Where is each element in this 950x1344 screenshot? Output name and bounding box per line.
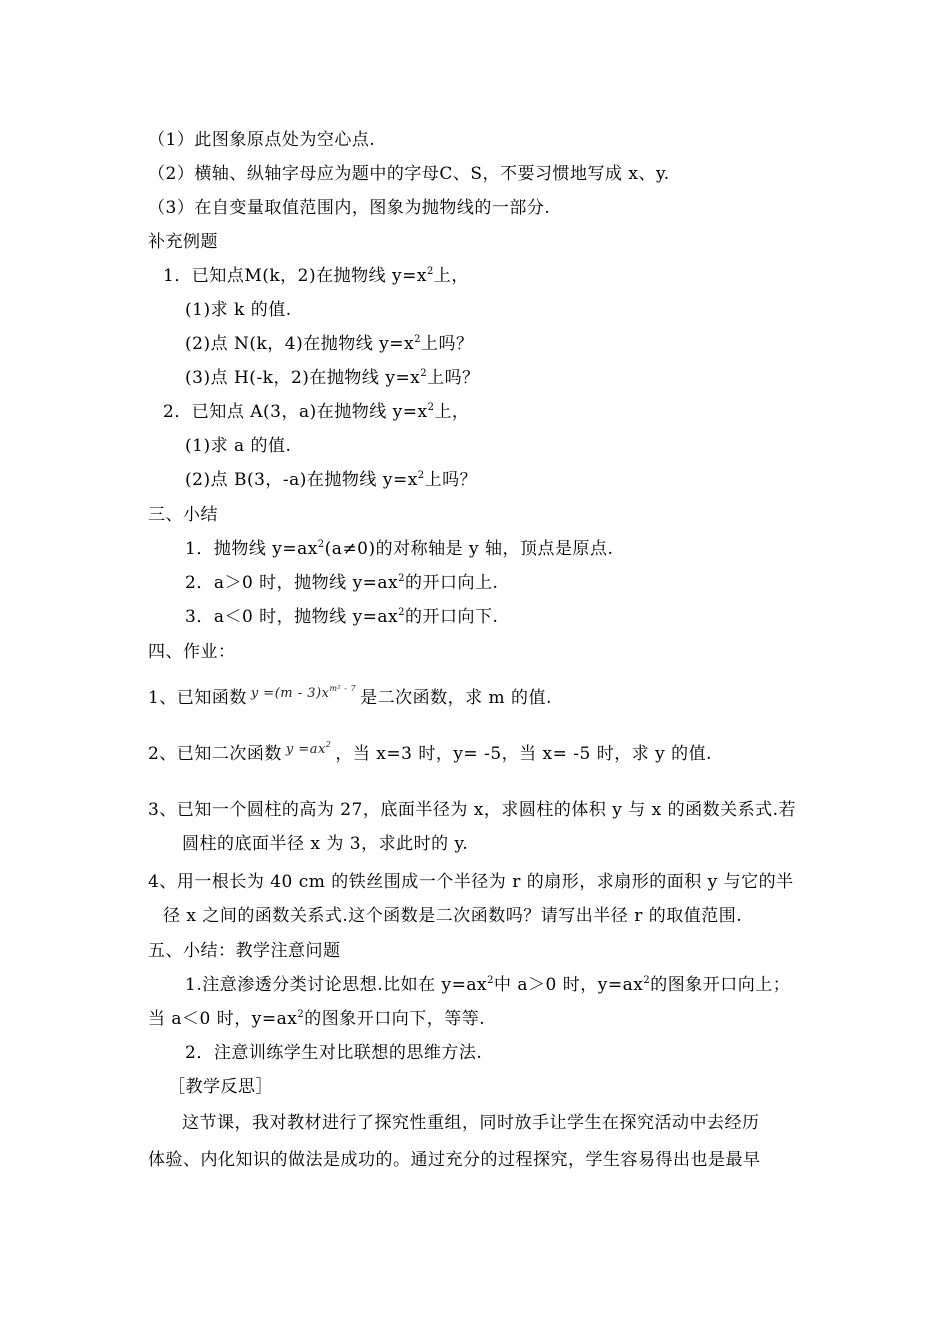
formula-2: $y =ax^2$ [285, 740, 332, 757]
summary5-heading: 五、小结：教学注意问题 [148, 941, 341, 961]
homework-4-line-2: 径 x 之间的函数关系式.这个函数是二次函数吗？请写出半径 r 的取值范围. [163, 906, 743, 926]
reflection-line-2: 体验、内化知识的做法是成功的。通过充分的过程探究，学生容易得出也是最早 [148, 1150, 761, 1170]
reflection-line-1: 这节课，我对教材进行了探究性重组，同时放手让学生在探究活动中去经历 [182, 1113, 760, 1133]
homework-3-line-2: 圆柱的底面半径 x 为 3，求此时的 y. [182, 834, 469, 854]
example-1-part-1: (1)求 k 的值. [185, 300, 292, 320]
note-3: （3）在自变量取值范围内，图象为抛物线的一部分. [148, 198, 551, 218]
homework-heading: 四、作业： [148, 642, 236, 662]
example-1-part-3: (3)点 H(-k，2)在抛物线 $y=x^2$上吗？ [185, 368, 480, 388]
summary5-point-1-cont: 当 a＜0 时，$y=ax^2$的图象开口向下，等等. [148, 1009, 486, 1029]
summary5-point-2: 2．注意训练学生对比联想的思维方法. [185, 1043, 483, 1063]
homework-1: 1、已知函数 $y =(m - 3)x^{m^2 - 7}$ 是二次函数，求 m 的值. [148, 684, 552, 708]
summary-heading: 三、小结 [148, 505, 218, 525]
supplement-heading: 补充例题 [148, 232, 218, 252]
example-1: 1．已知点M(k，2)在抛物线 $y=x^2$上， [163, 266, 469, 286]
note-2: （2）横轴、纵轴字母应为题中的字母C、S，不要习惯地写成 x、y. [148, 164, 670, 184]
example-2-part-2: (2)点 B(3，-a)在抛物线 $y=x^2$上吗？ [185, 470, 478, 490]
homework-4-line-1: 4、用一根长为 40 cm 的铁丝围成一个半径为 r 的扇形，求扇形的面积 y 与它的半 [148, 872, 794, 892]
example-2-part-1: (1)求 a 的值. [185, 436, 292, 456]
summary5-point-1: 1.注意渗透分类讨论思想.比如在 $y=ax^2$中 a＞0 时，$y=ax^2$的图象开口向上； [185, 975, 791, 995]
summary-item-1: 1．抛物线 $y=ax^2(a\ne 0)$的对称轴是 y 轴，顶点是原点. [185, 539, 614, 559]
homework-2: 2、已知二次函数 $y =ax^2$ ，当 x=3 时，y= -5，当 x= -5 时，求 y 的值. [148, 740, 713, 764]
summary-item-2: 2．a＞0 时，抛物线 $y=ax^2$的开口向上. [185, 573, 499, 593]
example-2: 2．已知点 A(3，a)在抛物线 $y=x^2$上， [163, 402, 470, 422]
reflection-heading: ［教学反思］ [168, 1077, 273, 1097]
formula-1: $y =(m - 3)x^{m^2 - 7}$ [250, 684, 357, 701]
example-1-part-2: (2)点 N(k，4)在抛物线 $y=x^2$上吗？ [185, 334, 474, 354]
homework-3-line-1: 3、已知一个圆柱的高为 27，底面半径为 x，求圆柱的体积 y 与 x 的函数关系式.若 [148, 800, 797, 820]
summary-item-3: 3．a＜0 时，抛物线 $y=ax^2$的开口向下. [185, 607, 499, 627]
note-1: （1）此图象原点处为空心点. [148, 130, 376, 150]
